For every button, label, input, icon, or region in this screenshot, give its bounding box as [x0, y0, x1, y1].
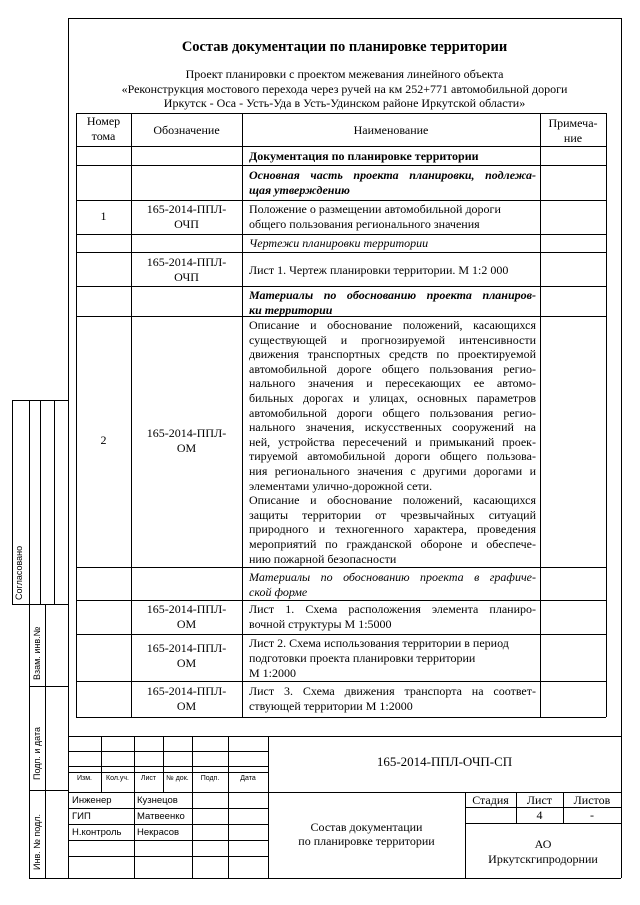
name-cell [249, 318, 536, 566]
stamp-document-title-line: Состав документации [310, 820, 423, 834]
section-heading-line: Основная часть проекта планировки, подлежа- [249, 168, 536, 182]
designation-line: ОЧП [174, 270, 199, 284]
name-line: Описание и обоснование положений, касающихся [249, 493, 536, 508]
stamp-person: Кузнецов [137, 795, 178, 806]
designation-cell [131, 202, 242, 232]
header-designation: Обозначение [153, 123, 220, 137]
header-name: Наименование [353, 123, 429, 137]
name-line: ней, устройства пересечений и примыканий проек- [249, 434, 536, 449]
name-line: защиты территории от чрезвычайных ситуаций [249, 507, 536, 522]
designation-cell [131, 426, 242, 456]
volume-number: 2 [100, 433, 107, 447]
name-line: природного и техногенного характера, проведения [249, 522, 536, 537]
stamp-role: Н.контроль [72, 827, 122, 838]
name-line: тируемой автомобильной дороги общего пользова- [249, 449, 536, 464]
stamp-person: Матвеенко [137, 811, 185, 822]
name-cell [249, 202, 536, 232]
name-line: ния регионального значения с другими дорогами и [249, 463, 536, 478]
name-line: вочной структуры М 1:5000 [249, 617, 392, 631]
stamp-sheet-label: Лист [526, 793, 553, 807]
designation-cell [131, 602, 242, 632]
stamp-sheets-value: - [590, 808, 594, 822]
stamp-organization-line: Иркутскгипродорнии [488, 852, 598, 866]
header-note [540, 116, 606, 146]
name-line: общего пользования регионального значения [249, 217, 480, 231]
side-label-replacement-inventory: Взам. инв.№ [32, 626, 42, 680]
name-line: бильных дорогах и улицах, основных параметров [249, 390, 536, 405]
stamp-document-title-line: по планировке территории [298, 834, 435, 848]
name-line: М 1:2000 [249, 666, 297, 680]
designation-line: ОМ [176, 656, 197, 670]
stamp-col-header: Подп. [200, 775, 220, 782]
side-label-agreed: Согласовано [14, 545, 24, 600]
header-text: ние [563, 131, 583, 145]
designation-line: ОМ [176, 617, 197, 631]
stamp-col-header: Изм. [77, 775, 92, 782]
side-label-signature-date: Подп. и дата [32, 726, 42, 780]
name-line: нию пожарной безопасности [249, 551, 397, 566]
designation-line: ОМ [176, 441, 197, 455]
name-cell [249, 636, 536, 681]
stamp-organization [465, 837, 621, 867]
name-line: движения транспортных средств по проектируемой [249, 347, 536, 362]
name-line: автомобильной дороге общего пользования регио- [249, 361, 536, 376]
subsection-heading [249, 570, 536, 600]
stamp-stage-label: Стадия [472, 793, 509, 807]
name-line: нального значения и пересекающих ее автомо- [249, 376, 536, 391]
project-subtitle [68, 67, 621, 111]
section-heading: Документация по планировке территории [249, 149, 479, 163]
stamp-col-header: Кол.уч. [106, 775, 129, 782]
volume-number: 1 [100, 209, 107, 223]
stamp-sheet-value: 4 [536, 808, 543, 822]
name-line: Лист 2. Схема использования территории в период [249, 636, 509, 650]
header-volume-number [76, 114, 131, 144]
name-line: нального значения, искусственных сооружений на [249, 420, 536, 435]
name-line: Положение о размещении автомобильной дороги [249, 202, 501, 216]
name-cell: Лист 1. Чертеж планировки территории. М 1:2 000 [249, 263, 509, 277]
designation-line: 165-2014-ППЛ- [146, 202, 227, 216]
header-text: Примеча- [548, 116, 598, 130]
name-cell [249, 602, 536, 632]
name-line: подготовки проекта планировки территории [249, 651, 476, 665]
designation-line: 165-2014-ППЛ- [146, 426, 227, 440]
side-label-original-inventory: Инв. № подл. [32, 813, 42, 870]
subsection-heading-line: ской форме [249, 585, 308, 599]
name-line: существующей и прогнозируемой интенсивности [249, 332, 536, 347]
stamp-document-title [268, 820, 465, 848]
name-line: ствующей территории М 1:2000 [249, 699, 413, 713]
stamp-col-header: Лист [140, 775, 157, 782]
stamp-person: Некрасов [137, 827, 180, 838]
subsection-heading: Чертежи планировки территории [249, 236, 429, 250]
subtitle-line: Проект планировки с проектом межевания линейного объекта [185, 67, 504, 81]
designation-line: ОМ [176, 699, 197, 713]
name-line: мероприятий по гражданской обороне и обеспече- [249, 536, 536, 551]
stamp-role: Инженер [72, 795, 112, 806]
designation-cell [131, 641, 242, 671]
stamp-col-header: № док. [166, 775, 189, 782]
section-heading-line: Материалы по обоснованию проекта планиров- [249, 288, 536, 302]
stamp-col-header: Дата [240, 775, 256, 782]
subtitle-line: Иркутск - Оса - Усть-Уда в Усть-Удинском районе Иркутской области» [163, 96, 526, 110]
stamp-role: ГИП [72, 811, 91, 822]
header-text: тома [91, 129, 116, 143]
section-heading [249, 168, 536, 198]
stamp-document-code: 165-2014-ППЛ-ОЧП-СП [376, 754, 513, 769]
name-line: элементами улично-дорожной сети. [249, 478, 433, 493]
section-heading-line: щая утверждению [249, 183, 350, 197]
designation-line: 165-2014-ППЛ- [146, 684, 227, 698]
name-line: Лист 3. Схема движения транспорта на соответ- [249, 684, 536, 698]
section-heading-line: ки территории [249, 303, 333, 317]
page-title: Состав документации по планировке территории [181, 39, 508, 55]
designation-line: ОЧП [174, 217, 199, 231]
designation-cell [131, 255, 242, 285]
name-line: автомобильной дороги общего пользования регио- [249, 405, 536, 420]
section-heading [249, 288, 536, 318]
name-cell [249, 684, 536, 714]
subtitle-line: «Реконструкция мостового перехода через ручей на км 252+771 автомобильной дороги [121, 81, 568, 96]
stamp-sheets-label: Листов [573, 793, 611, 807]
name-line: Описание и обоснование положений, касающихся [249, 318, 536, 332]
header-text: Номер [86, 114, 121, 128]
subsection-heading-line: Материалы по обоснованию проекта в графиче- [249, 570, 536, 584]
designation-line: 165-2014-ППЛ- [146, 602, 227, 616]
designation-line: 165-2014-ППЛ- [146, 255, 227, 269]
designation-line: 165-2014-ППЛ- [146, 641, 227, 655]
designation-cell [131, 684, 242, 714]
name-line: Лист 1. Схема расположения элемента планиро- [249, 602, 536, 616]
stamp-organization-line: АО [534, 837, 552, 851]
